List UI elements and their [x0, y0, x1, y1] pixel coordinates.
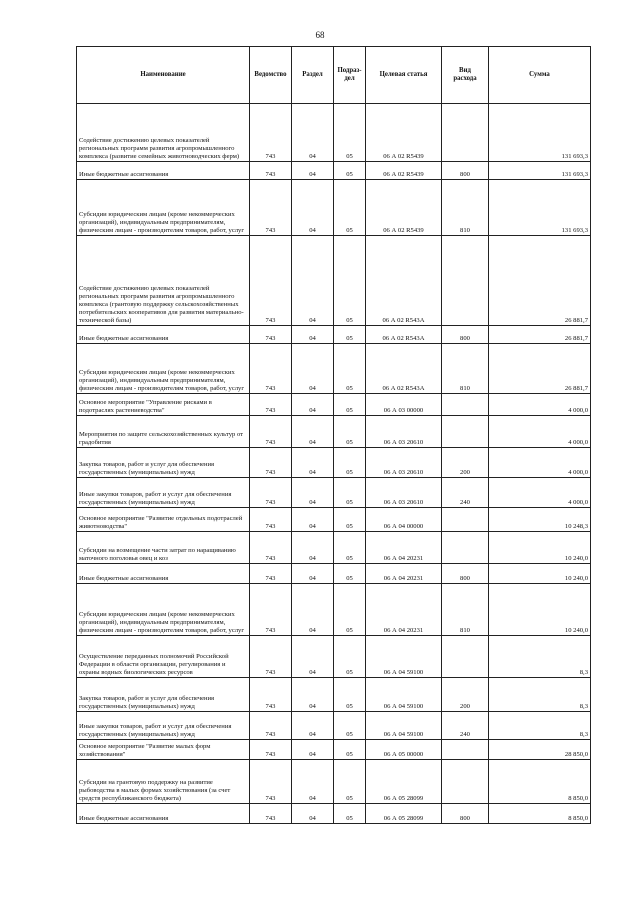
header-expense-type: Вид расхода — [442, 47, 489, 104]
table-row — [77, 584, 591, 636]
table-row — [77, 326, 591, 344]
row-department: 743 — [250, 532, 292, 564]
row-name: Закупка товаров, работ и услуг для обеспечения государственных (муниципальных) нужд — [77, 678, 250, 712]
table-row — [77, 236, 591, 326]
row-subsection: 05 — [334, 532, 366, 564]
row-target: 06 А 02 R543А — [366, 236, 442, 326]
row-amount: 131 693,3 — [489, 104, 591, 162]
row-department: 743 — [250, 584, 292, 636]
header-name: Наименование — [77, 47, 250, 104]
table-row — [77, 416, 591, 448]
row-subsection: 05 — [334, 236, 366, 326]
row-department: 743 — [250, 394, 292, 416]
row-amount: 10 240,0 — [489, 584, 591, 636]
row-target: 06 А 03 20610 — [366, 448, 442, 478]
row-amount: 4 000,0 — [489, 478, 591, 508]
row-amount: 10 240,0 — [489, 532, 591, 564]
row-subsection: 05 — [334, 760, 366, 804]
row-expense-type — [442, 236, 489, 326]
row-target: 06 А 02 R543А — [366, 326, 442, 344]
row-expense-type: 800 — [442, 162, 489, 180]
row-name: Субсидии на возмещение части затрат по наращиванию маточного поголовья овец и коз — [77, 532, 250, 564]
row-amount: 26 881,7 — [489, 344, 591, 394]
header-section: Раздел — [292, 47, 334, 104]
row-subsection: 05 — [334, 326, 366, 344]
row-subsection: 05 — [334, 564, 366, 584]
row-target: 06 А 05 00000 — [366, 740, 442, 760]
row-amount: 8 850,0 — [489, 760, 591, 804]
row-department: 743 — [250, 760, 292, 804]
row-expense-type: 810 — [442, 344, 489, 394]
row-section: 04 — [292, 532, 334, 564]
row-target: 06 А 02 R5439 — [366, 104, 442, 162]
row-expense-type: 240 — [442, 478, 489, 508]
row-expense-type: 800 — [442, 326, 489, 344]
row-name: Осуществление переданных полномочий Российской Федерации в области организации, регулирования и охраны водных биологических ресурсов — [77, 636, 250, 678]
row-section: 04 — [292, 804, 334, 824]
page-number: 68 — [315, 30, 325, 40]
table-row — [77, 448, 591, 478]
table-row — [77, 712, 591, 740]
row-section: 04 — [292, 740, 334, 760]
row-amount: 131 693,3 — [489, 162, 591, 180]
row-subsection: 05 — [334, 712, 366, 740]
header-amount: Сумма — [489, 47, 591, 104]
row-section: 04 — [292, 394, 334, 416]
row-department: 743 — [250, 508, 292, 532]
row-department: 743 — [250, 416, 292, 448]
row-expense-type: 200 — [442, 678, 489, 712]
row-section: 04 — [292, 678, 334, 712]
row-section: 04 — [292, 760, 334, 804]
row-department: 743 — [250, 326, 292, 344]
row-amount: 8,3 — [489, 678, 591, 712]
row-section: 04 — [292, 416, 334, 448]
row-expense-type — [442, 508, 489, 532]
row-subsection: 05 — [334, 508, 366, 532]
row-target: 06 А 04 00000 — [366, 508, 442, 532]
table-row — [77, 804, 591, 824]
row-expense-type — [442, 104, 489, 162]
row-section: 04 — [292, 564, 334, 584]
table-row — [77, 104, 591, 162]
row-target: 06 А 04 59100 — [366, 636, 442, 678]
row-section: 04 — [292, 636, 334, 678]
row-name: Иные бюджетные ассигнования — [77, 564, 250, 584]
row-subsection: 05 — [334, 478, 366, 508]
row-section: 04 — [292, 326, 334, 344]
row-name: Содействие достижению целевых показателей региональных программ развития агропромышленного комплекса (грантовую поддержку сельскохозяйственных потребительских кооперативов для развития материально-технической базы) — [77, 236, 250, 326]
table-header-row — [77, 47, 591, 104]
row-amount: 8,3 — [489, 636, 591, 678]
row-department: 743 — [250, 740, 292, 760]
row-name: Основное мероприятие "Управление рисками в подотраслях растениеводства" — [77, 394, 250, 416]
row-expense-type: 810 — [442, 584, 489, 636]
row-amount: 4 000,0 — [489, 448, 591, 478]
row-subsection: 05 — [334, 584, 366, 636]
row-department: 743 — [250, 344, 292, 394]
table-row — [77, 532, 591, 564]
row-department: 743 — [250, 564, 292, 584]
table-row — [77, 564, 591, 584]
row-section: 04 — [292, 344, 334, 394]
row-department: 743 — [250, 236, 292, 326]
row-section: 04 — [292, 448, 334, 478]
row-expense-type: 800 — [442, 804, 489, 824]
row-department: 743 — [250, 104, 292, 162]
row-subsection: 05 — [334, 636, 366, 678]
row-target: 06 А 04 20231 — [366, 532, 442, 564]
row-expense-type — [442, 636, 489, 678]
row-amount: 131 693,3 — [489, 180, 591, 236]
row-department: 743 — [250, 162, 292, 180]
row-section: 04 — [292, 478, 334, 508]
row-subsection: 05 — [334, 162, 366, 180]
row-target: 06 А 04 20231 — [366, 564, 442, 584]
row-amount: 26 881,7 — [489, 326, 591, 344]
row-department: 743 — [250, 180, 292, 236]
row-target: 06 А 03 20610 — [366, 478, 442, 508]
row-target: 06 А 04 59100 — [366, 678, 442, 712]
row-name: Иные бюджетные ассигнования — [77, 326, 250, 344]
row-subsection: 05 — [334, 104, 366, 162]
row-section: 04 — [292, 508, 334, 532]
table-row — [77, 740, 591, 760]
row-name: Субсидии юридическим лицам (кроме некоммерческих организаций), индивидуальным предпринимателям, физическим лицам - производителям товаров, работ, услуг — [77, 344, 250, 394]
row-target: 06 А 05 28099 — [366, 804, 442, 824]
row-expense-type — [442, 532, 489, 564]
row-target: 06 А 04 20231 — [366, 584, 442, 636]
row-name: Мероприятия по защите сельскохозяйственных культур от градобития — [77, 416, 250, 448]
row-target: 06 А 04 59100 — [366, 712, 442, 740]
table-row — [77, 180, 591, 236]
row-name: Основное мероприятие "Развитие малых форм хозяйствования" — [77, 740, 250, 760]
row-department: 743 — [250, 636, 292, 678]
row-name: Иные закупки товаров, работ и услуг для обеспечения государственных (муниципальных) нужд — [77, 712, 250, 740]
row-name: Субсидии юридическим лицам (кроме некоммерческих организаций), индивидуальным предпринимателям, физическим лицам - производителям товаров, работ, услуг — [77, 180, 250, 236]
row-amount: 8 850,0 — [489, 804, 591, 824]
row-expense-type — [442, 394, 489, 416]
row-target: 06 А 02 R5439 — [366, 162, 442, 180]
row-name: Иные бюджетные ассигнования — [77, 804, 250, 824]
row-target: 06 А 03 00000 — [366, 394, 442, 416]
row-name: Субсидии на грантовую поддержку на развитие рыбоводства в малых формах хозяйствования (за счет средств республиканского бюджета) — [77, 760, 250, 804]
row-name: Иные закупки товаров, работ и услуг для обеспечения государственных (муниципальных) нужд — [77, 478, 250, 508]
row-expense-type: 200 — [442, 448, 489, 478]
row-subsection: 05 — [334, 344, 366, 394]
table-row — [77, 636, 591, 678]
table-row — [77, 344, 591, 394]
row-amount: 10 240,0 — [489, 564, 591, 584]
row-section: 04 — [292, 236, 334, 326]
row-target: 06 А 05 28099 — [366, 760, 442, 804]
table-row — [77, 508, 591, 532]
row-department: 743 — [250, 478, 292, 508]
row-subsection: 05 — [334, 180, 366, 236]
row-expense-type: 800 — [442, 564, 489, 584]
table-row — [77, 162, 591, 180]
table-row — [77, 678, 591, 712]
row-name: Основное мероприятие "Развитие отдельных подотраслей животноводства" — [77, 508, 250, 532]
row-name: Субсидии юридическим лицам (кроме некоммерческих организаций), индивидуальным предпринимателям, физическим лицам - производителям товаров, работ, услуг — [77, 584, 250, 636]
row-department: 743 — [250, 712, 292, 740]
row-amount: 10 248,3 — [489, 508, 591, 532]
row-section: 04 — [292, 104, 334, 162]
row-target: 06 А 02 R5439 — [366, 180, 442, 236]
row-amount: 28 850,0 — [489, 740, 591, 760]
row-name: Закупка товаров, работ и услуг для обеспечения государственных (муниципальных) нужд — [77, 448, 250, 478]
row-expense-type: 810 — [442, 180, 489, 236]
row-subsection: 05 — [334, 740, 366, 760]
row-department: 743 — [250, 448, 292, 478]
row-amount: 4 000,0 — [489, 416, 591, 448]
header-subsection: Подраз- дел — [334, 47, 366, 104]
row-subsection: 05 — [334, 448, 366, 478]
row-expense-type — [442, 760, 489, 804]
row-subsection: 05 — [334, 678, 366, 712]
row-expense-type: 240 — [442, 712, 489, 740]
table-row — [77, 478, 591, 508]
row-subsection: 05 — [334, 804, 366, 824]
header-target: Целевая статья — [366, 47, 442, 104]
row-target: 06 А 02 R543А — [366, 344, 442, 394]
row-section: 04 — [292, 712, 334, 740]
row-target: 06 А 03 20610 — [366, 416, 442, 448]
row-section: 04 — [292, 180, 334, 236]
row-subsection: 05 — [334, 416, 366, 448]
table-row — [77, 760, 591, 804]
row-name: Содействие достижению целевых показателей региональных программ развития агропромышленного комплекса (развитие семейных животноводческих ферм) — [77, 104, 250, 162]
row-department: 743 — [250, 678, 292, 712]
table-row — [77, 394, 591, 416]
row-amount: 4 000,0 — [489, 394, 591, 416]
row-amount: 26 881,7 — [489, 236, 591, 326]
row-subsection: 05 — [334, 394, 366, 416]
row-expense-type — [442, 740, 489, 760]
row-section: 04 — [292, 584, 334, 636]
row-section: 04 — [292, 162, 334, 180]
row-name: Иные бюджетные ассигнования — [77, 162, 250, 180]
row-expense-type — [442, 416, 489, 448]
row-department: 743 — [250, 804, 292, 824]
budget-table — [76, 46, 591, 824]
row-amount: 8,3 — [489, 712, 591, 740]
header-department: Ведомство — [250, 47, 292, 104]
